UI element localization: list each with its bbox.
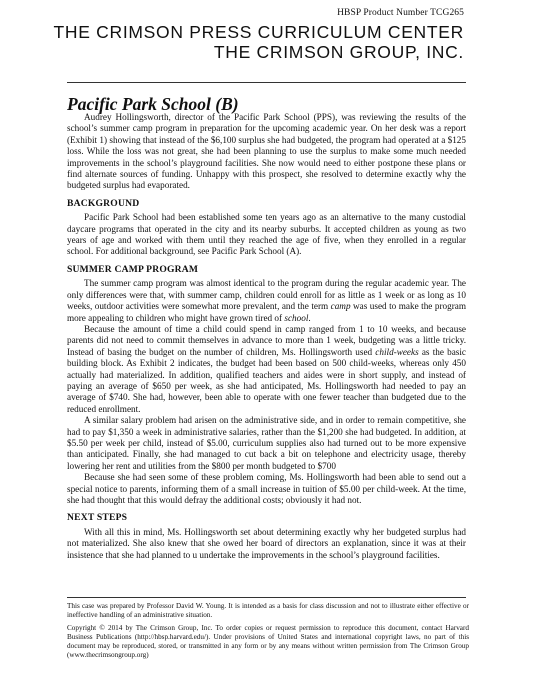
text-run: as the basic building block. As Exhibit 2 indicates, the budget had been based on 500 child-weeks, whereas only 450 actually had materialized. In addition, qualified teachers and aides were in short supply, and instead of paying an average of $650 per week, as she had anticipated, Ms. Hollingsworth had needed to pay an average of $740. She had, however, been able to operate with one fewer teacher than budgeted due to the reduced enrollment. <box>67 346 466 414</box>
summer-camp-heading: SUMMER CAMP PROGRAM <box>67 263 199 275</box>
text-run: Because the amount of time a child could spend in camp ranged from 1 to 10 weeks, and because parents did not need to commit themselves in advance to more than 1 week, budgeting was a little tricky. Instead of basing the budget on the number of children, Ms. Hollingsworth used <box>67 323 466 357</box>
emphasis-child-weeks: child-weeks <box>375 346 419 357</box>
case-body <box>67 112 466 561</box>
emphasis-camp: camp <box>330 301 351 312</box>
header-rule <box>67 82 466 83</box>
background-paragraph: Pacific Park School had been established some ten years ago as an alternative to the many custodial daycare programs that operated in the city and its nearby suburbs. It accepted children as young as two years of age and worked with them until they reached the age of five, when they enrolled in a regular school. For additional background, see Pacific Park School (A). <box>67 212 466 257</box>
emphasis-school: school <box>284 312 309 323</box>
footer <box>67 602 469 664</box>
summer-camp-paragraph-2 <box>67 324 466 415</box>
text-run: The summer camp program was almost identical to the program during the regular academic year. The only differences were that, with summer camp, children could enroll for as little as 1 week or as long as 10 weeks, outdoor activities were somewhat more prevalent, and the term <box>67 278 466 312</box>
text-run: was used to make the program more appealing to children who might have grown tired of <box>67 301 466 323</box>
summer-camp-paragraph-4: Because she had seen some of these problem coming, Ms. Hollingsworth had been able to send out a special notice to parents, informing them of a small increase in tuition of $5.00 per child-week. At the time, she had thought that this would defray the additional costs; obviously it had not. <box>67 472 466 505</box>
summer-camp-paragraph-3: A similar salary problem had arisen on the administrative side, and in order to remain competitive, she had to pay $1,350 a week in administrative salaries, rather than the $1,200 she had budgeted. In addition, at $5.50 per week per child, instead of $5.00, curriculum supplies also had turned out to be more expensive than anticipated. Finally, she had managed to cut back a bit on telephone and electricity usage, thereby lowering her rent and utilities from the $800 per month budgeted to $700 <box>67 415 466 471</box>
footer-note: This case was prepared by Professor David W. Young. It is intended as a basis for class discussion and not to illustrate either effective or ineffective handling of an administrative situation. <box>67 602 469 620</box>
masthead-line-2: THE CRIMSON GROUP, INC. <box>213 42 464 62</box>
next-steps-paragraph: With all this in mind, Ms. Hollingsworth set about determining exactly why her budgeted surplus had not materialized. She also knew that she owed her board of directors an explanation, since it was at their insistence that she had planned to u undertake the improvements in the school’s playground facilities. <box>67 526 466 560</box>
masthead-line-1: THE CRIMSON PRESS CURRICULUM CENTER <box>53 22 464 42</box>
footer-copyright: Copyright © 2014 by The Crimson Group, Inc. To order copies or request permission to reproduce this document, contact Harvard Business Publications (http://hbsp.harvard.edu/). Under provisions of United States and international copyright laws, no part of this document may be reproduced, stored, or transmitted in any form or by any means without written permission from The Crimson Group (www.thecrimsongroup.org) <box>67 623 469 660</box>
summer-camp-paragraph-1 <box>67 278 466 324</box>
product-number: HBSP Product Number TCG265 <box>337 8 464 18</box>
footer-rule <box>67 597 466 598</box>
case-title: Pacific Park School (B) <box>67 94 239 114</box>
masthead <box>54 22 465 62</box>
next-steps-heading: NEXT STEPS <box>67 512 128 524</box>
text-run: . <box>308 312 311 323</box>
intro-paragraph: Audrey Hollingsworth, director of the Pacific Park School (PPS), was reviewing the results of the school’s summer camp program in preparation for the upcoming academic year. On her desk was a report (Exhibit 1) showing that instead of the $6,100 surplus she had budgeted, the program had operated at a $125 loss. While the loss was not great, she had been planning to use the surplus to make some much needed improvements in the school’s playground facilities. She now would need to either postpone these plans or find alternate sources of funding. Unhappy with this prospect, she resolved to determine exactly why the budgeted surplus had evaporated. <box>67 112 466 191</box>
background-heading: BACKGROUND <box>67 197 140 209</box>
